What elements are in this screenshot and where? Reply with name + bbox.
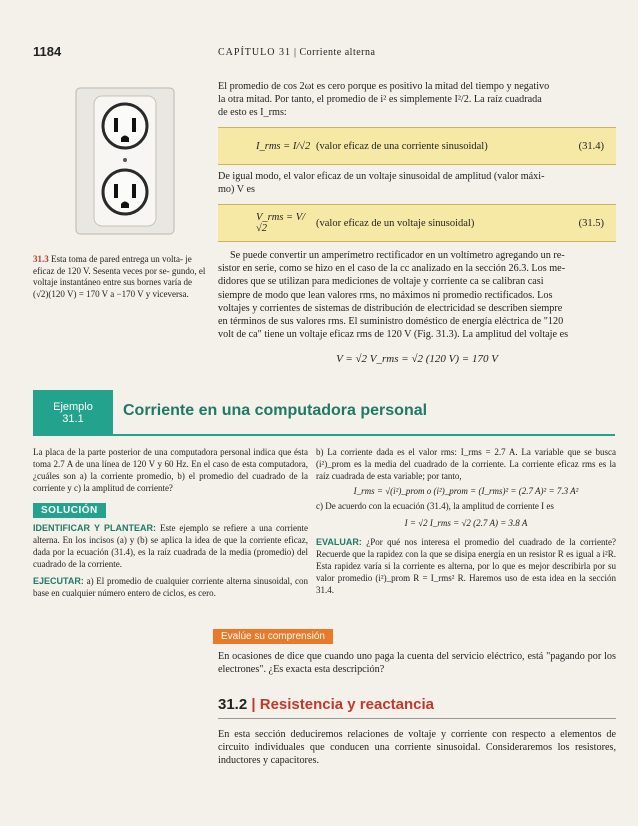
example-left-column <box>33 446 308 599</box>
section-title: Resistencia y reactancia <box>259 696 435 713</box>
wall-outlet-illustration <box>62 86 188 236</box>
identify-label: IDENTIFICAR Y PLANTEAR: <box>33 523 157 533</box>
identify-paragraph <box>33 522 308 570</box>
voltage-line-2: mo) V es <box>218 184 255 196</box>
evaluate-text: ¿Por qué nos interesa el promedio del cuadrado de la corriente? Recuerde que la rapidez con la que se disipa energía en un resistor R es igual a i²R. Esta rapidez varía si la corriente es alterna, por lo que es mejor describirla por su valor promedio (i²)_prom R = I_rms² R. Haremos uso de esta idea en la sección 31.4. <box>316 537 617 595</box>
body-line: siempre de modo que lean valores rms, no máximos ni promedio rectificados. Los <box>218 289 553 301</box>
part-c-equation: I = √2 I_rms = √2 (2.7 A) = 3.8 A <box>404 518 528 528</box>
equation-box-31-4 <box>218 127 616 165</box>
section-number: 31.2 <box>218 696 248 713</box>
equation-31-4-number: (31.4) <box>578 140 604 152</box>
example-badge-word: Ejemplo <box>53 401 93 413</box>
chapter-title: Corriente alterna <box>299 47 376 58</box>
evaluate-paragraph <box>316 536 616 596</box>
evaluate-label: EVALUAR: <box>316 537 362 547</box>
example-problem: La placa de la parte posterior de una computadora personal indica que ésta toma 2.7 A de una línea de 120 V y 60 Hz. En el caso de esta computadora, ¿cuáles son a) la corriente promedio, b) el promedio del cuadrado de la corriente y c) la amplitud de corriente? <box>33 447 308 493</box>
equation-31-5-description: (valor eficaz de un voltaje sinusoidal) <box>316 217 475 229</box>
section-intro <box>218 728 616 768</box>
part-c-text: c) De acuerdo con la ecuación (31.4), la amplitud de corriente I es <box>316 501 554 511</box>
check-understanding-badge: Evalúe su comprensión <box>213 629 333 644</box>
body-line: volt de ca" tiene un voltaje eficaz rms de 120 V (Fig. 31.3). La amplitud del voltaje es <box>218 329 569 341</box>
check-understanding-text <box>218 650 616 676</box>
execute-paragraph <box>33 575 308 599</box>
example-right-column <box>316 446 616 596</box>
check-question: En ocasiones de dice que cuando uno paga la cuenta del servicio eléctrico, está "pagando por los electrones". ¿Es exacta esta descripción? <box>218 651 616 676</box>
section-heading <box>218 696 434 713</box>
execute-text: a) El promedio de cualquier corriente alterna sinusoidal, con base en cualquier número entero de ciclos, es cero. <box>33 576 309 598</box>
body-line: sistor en serie, como se hizo en el caso de la cc analizado en la sección 26.3. Los me- <box>218 263 566 275</box>
equation-31-5-number: (31.5) <box>578 217 604 229</box>
voltage-paragraph <box>218 170 616 196</box>
section-intro-text: En esta sección deduciremos relaciones de voltaje y corriente con respecto a elementos de circuito individuales que conducen una corriente sinusoidal. Consideraremos los resistores, inductores y capacitores. <box>218 729 616 767</box>
equation-31-4-description: (valor eficaz de una corriente sinusoidal) <box>316 140 488 152</box>
equation-31-5-formula: V_rms = V/√2 <box>256 212 306 234</box>
section-separator: | <box>251 696 256 713</box>
intro-paragraph <box>218 80 616 120</box>
example-header <box>33 390 615 436</box>
amplitude-equation: V = √2 V_rms = √2 (120 V) = 170 V <box>336 353 498 365</box>
voltage-line-1: De igual modo, el valor eficaz de un voltaje sinusoidal de amplitud (valor máxi- <box>218 171 545 182</box>
body-line: Se puede convertir un amperímetro rectificador en un voltímetro agregando un re- <box>230 250 565 261</box>
body-line: voltajes y corrientes de sistemas de distribución de electricidad se describen siempre <box>218 302 563 314</box>
figure-caption-text: Esta toma de pared entrega un volta- je eficaz de 120 V. Sesenta veces por se- gundo, el voltaje instantáneo entre sus bornes varía de (√2)(120 V) = 170 V a −170 V y viceversa. <box>33 254 206 299</box>
example-badge-number: 31.1 <box>62 413 84 425</box>
part-b-text: b) La corriente dada es el valor rms: I_rms = 2.7 A. La variable que se busca (i²)_prom es la media del cuadrado de la corriente. La corriente eficaz rms es la raíz cuadrada de esta variable; por tanto, <box>316 447 616 481</box>
running-head <box>218 47 375 58</box>
example-title: Corriente en una computadora personal <box>123 402 428 419</box>
intro-line-2: la otra mitad. Por tanto, el promedio de i² es simplemente I²/2. La raíz cuadrada <box>218 94 542 106</box>
execute-label: EJECUTAR: <box>33 576 84 586</box>
body-line: didores que se utilizan para mediciones de voltaje y corriente ca se calibran casi <box>218 276 544 288</box>
wall-outlet-figure <box>62 86 188 236</box>
equation-box-31-5 <box>218 204 616 242</box>
intro-line-3: de esto es I_rms: <box>218 107 287 119</box>
intro-line-1: El promedio de cos 2ωt es cero porque es positivo la mitad del tiempo y negativo <box>218 81 550 92</box>
body-paragraph <box>218 249 616 341</box>
example-rule <box>113 434 615 436</box>
figure-caption-label: 31.3 <box>33 254 49 264</box>
chapter-label: CAPÍTULO 31 <box>218 47 291 58</box>
part-b-equation: I_rms = √(i²)_prom o (i²)_prom = (I_rms)² = (2.7 A)² = 7.3 A² <box>353 486 579 496</box>
solution-label: SOLUCIÓN <box>33 503 106 518</box>
body-line: en términos de sus valores rms. El suministro doméstico de energía eléctrica de "120 <box>218 316 564 328</box>
page-number: 1184 <box>33 44 62 59</box>
identify-text: Este ejemplo se refiere a una corriente alterna. En los incisos (a) y (b) se aplica la idea de que la corriente eficaz, dada por la ecuación (31.4), es la raíz cuadrada de la media (promedio) del cuadrado de la corriente. <box>33 523 309 569</box>
figure-caption <box>33 254 208 300</box>
separator-mark: | <box>293 47 300 58</box>
example-badge <box>33 390 113 436</box>
section-rule <box>218 718 616 719</box>
equation-31-4-formula: I_rms = I/√2 <box>256 140 311 152</box>
